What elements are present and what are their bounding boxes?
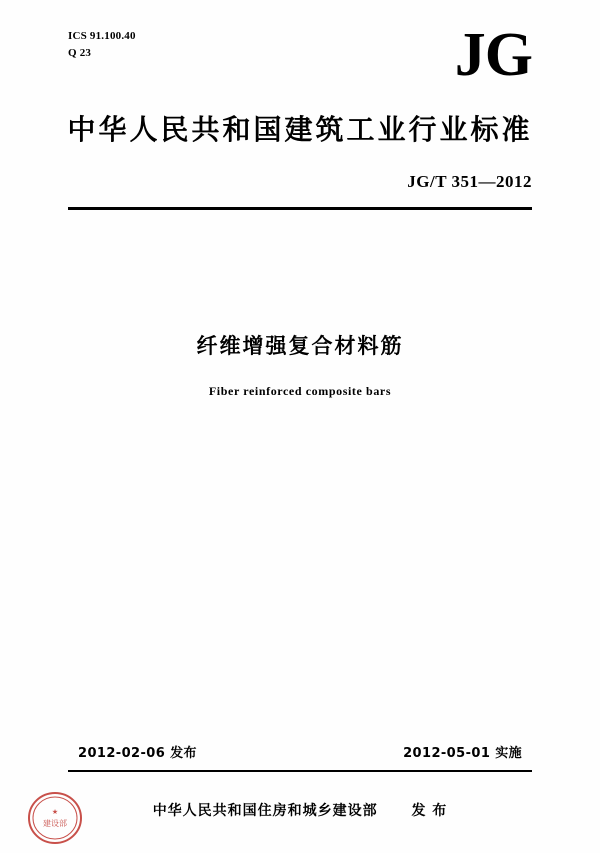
standard-number: JG/T 351—2012 (407, 172, 532, 191)
official-red-seal-icon (26, 789, 84, 847)
issue-date: 2012-02-06 发布 (78, 746, 197, 761)
document-title-chinese: 纤维增强复合材料筋 (196, 334, 404, 358)
divider-bottom (68, 770, 532, 772)
ccs-code: Q 23 (68, 47, 92, 59)
jg-logo: JG (454, 21, 532, 89)
divider-top (68, 207, 532, 210)
header-row (68, 21, 532, 98)
effective-date: 2012-05-01 实施 (403, 746, 522, 761)
ics-code: ICS 91.100.40 (68, 30, 136, 42)
svg-text:★: ★ (51, 808, 59, 816)
document-title-english: Fiber reinforced composite bars (208, 384, 392, 398)
series-title: 中华人民共和国建筑工业行业标准 (67, 113, 533, 146)
ics-classification (68, 28, 136, 62)
publisher-action: 发 布 (411, 803, 448, 819)
publisher-organization: 中华人民共和国住房和城乡建设部 (152, 803, 378, 819)
svg-text:建设部: 建设部 (43, 819, 67, 828)
publisher-line (0, 800, 600, 820)
